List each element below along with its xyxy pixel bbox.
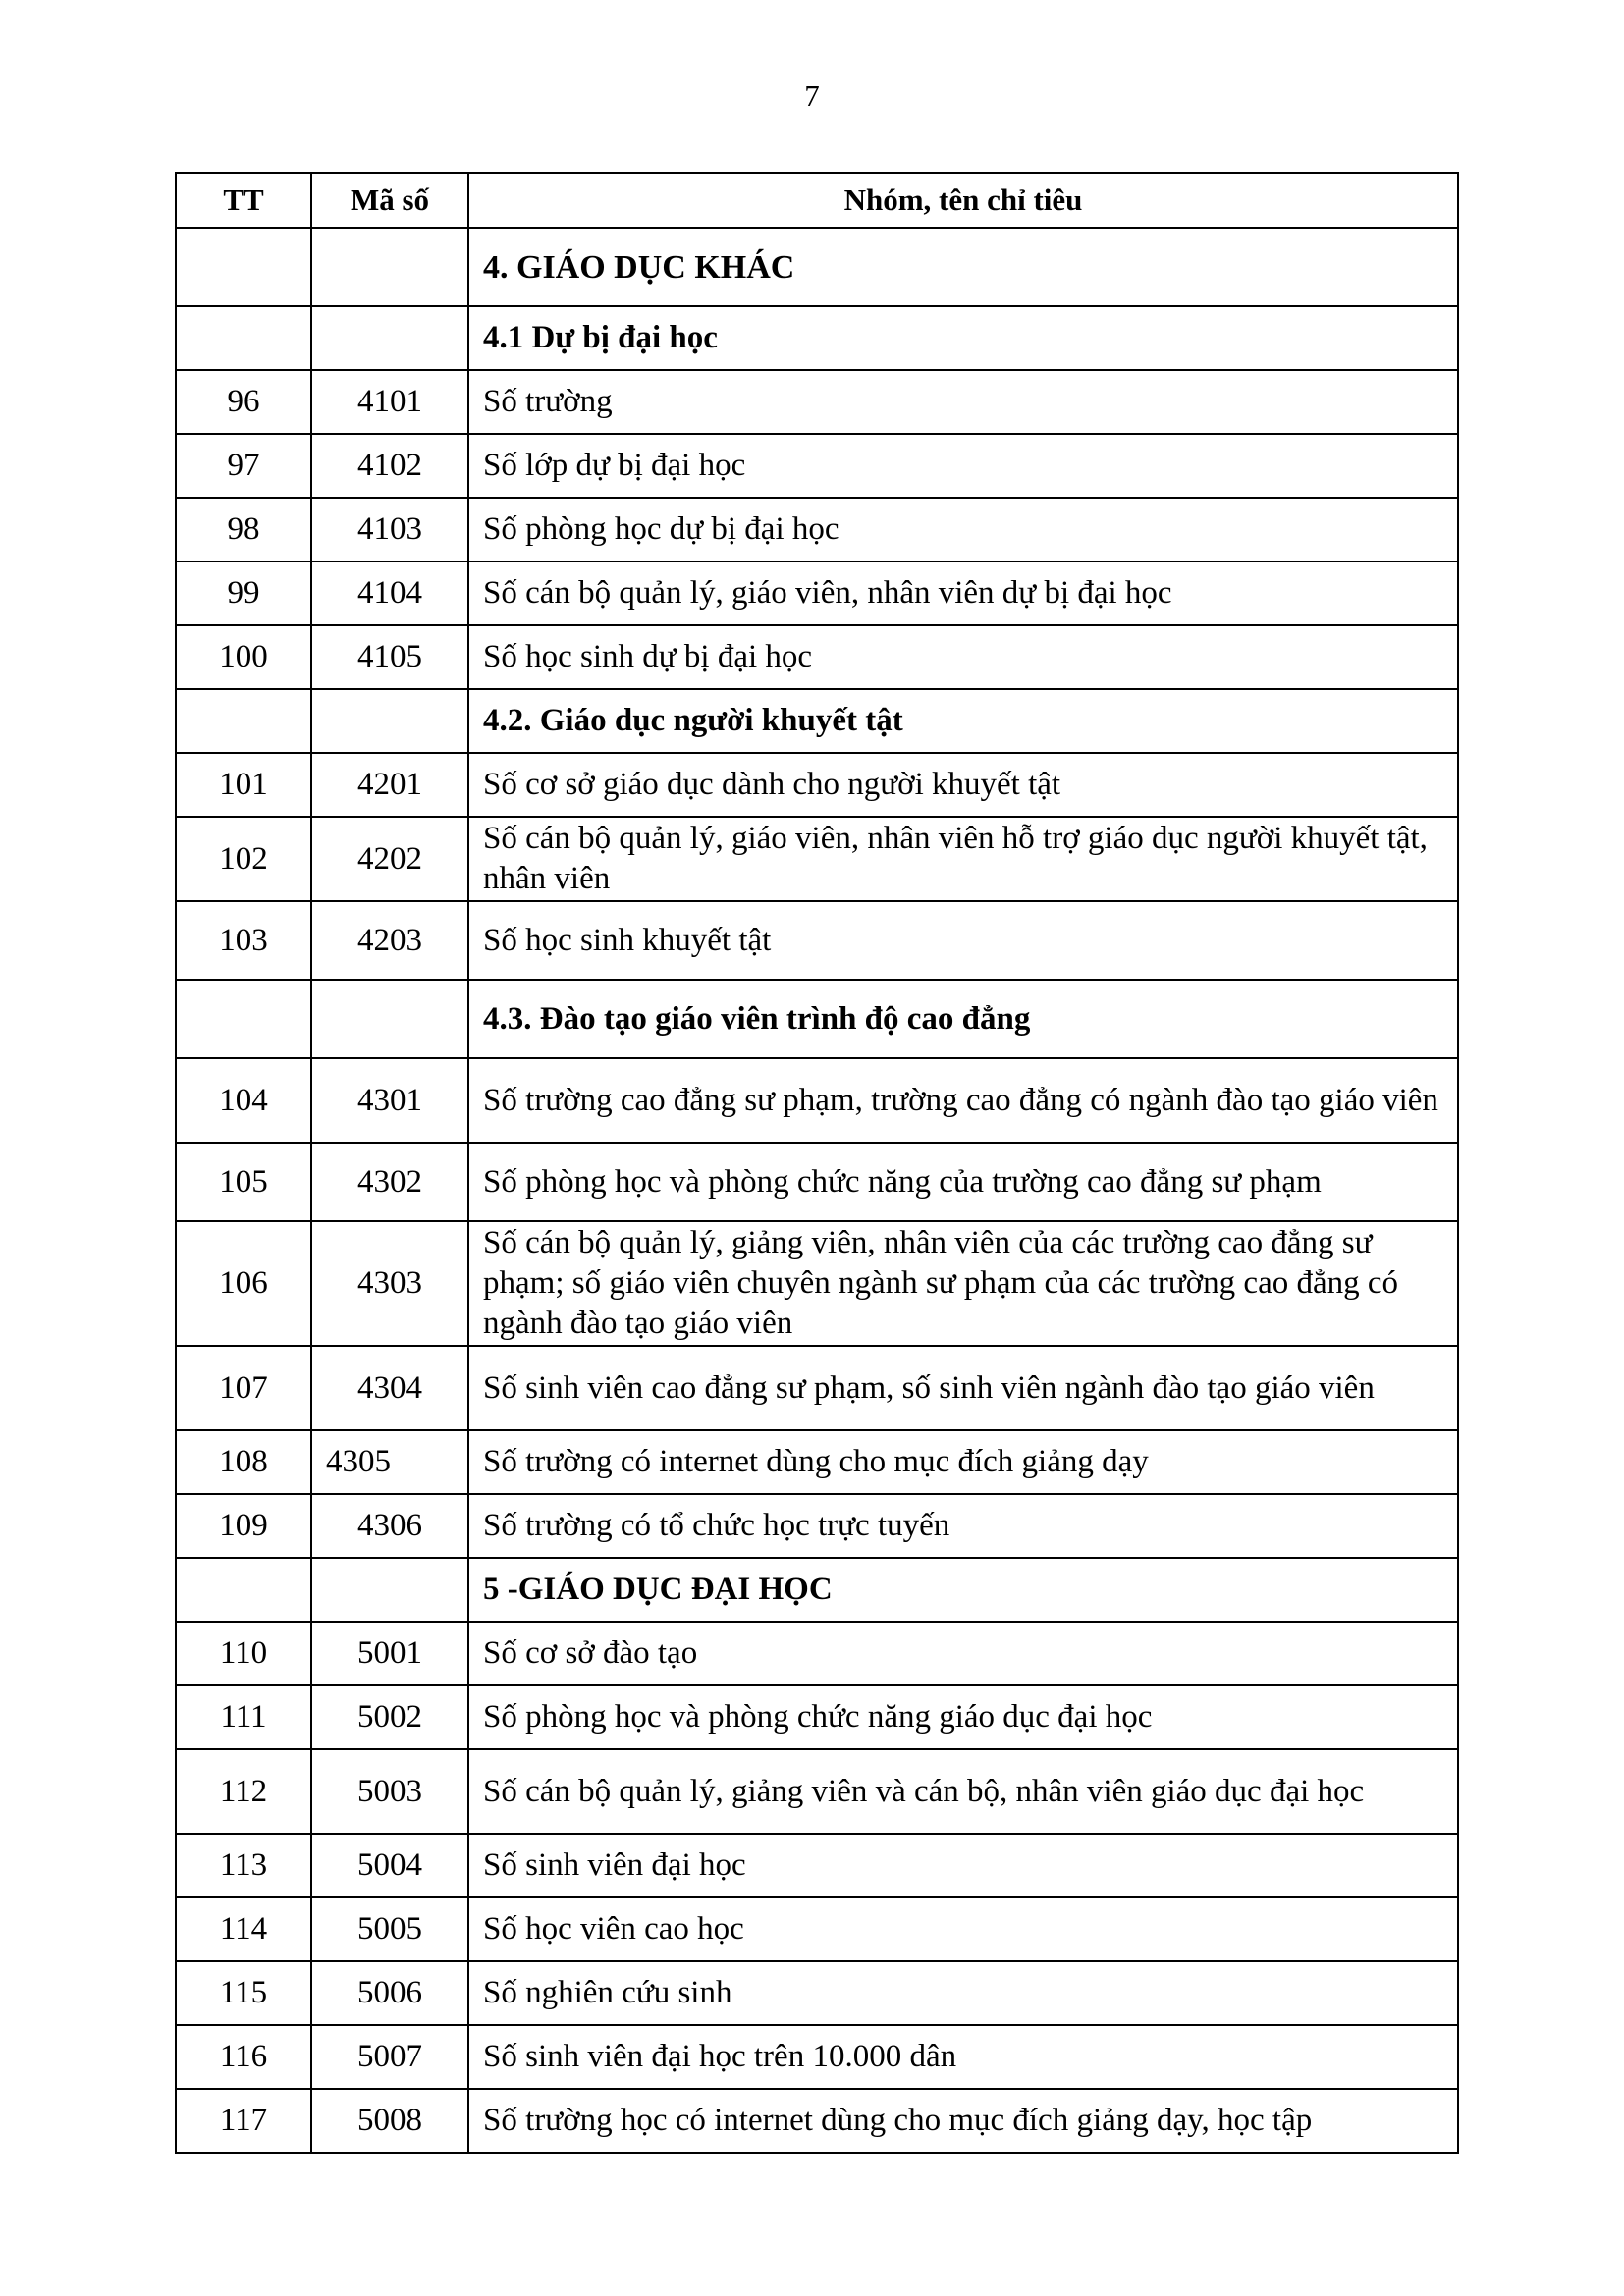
cell-code: 4101 — [311, 370, 468, 434]
table-row — [176, 901, 1458, 980]
cell-name: Số học sinh khuyết tật — [468, 901, 1458, 980]
section-row — [176, 228, 1458, 306]
cell-tt: 112 — [176, 1749, 311, 1834]
cell-tt: 109 — [176, 1494, 311, 1558]
cell-name: Số sinh viên đại học trên 10.000 dân — [468, 2025, 1458, 2089]
cell-name: 4. GIÁO DỤC KHÁC — [468, 228, 1458, 306]
cell-name: Số trường có internet dùng cho mục đích giảng dạy — [468, 1430, 1458, 1494]
indicator-table — [175, 172, 1459, 2154]
cell-code: 5004 — [311, 1834, 468, 1897]
cell-tt — [176, 689, 311, 753]
cell-tt: 114 — [176, 1897, 311, 1961]
cell-name: Số trường có tổ chức học trực tuyến — [468, 1494, 1458, 1558]
cell-code: 4301 — [311, 1058, 468, 1143]
cell-code: 5006 — [311, 1961, 468, 2025]
cell-name: Số trường — [468, 370, 1458, 434]
table-row — [176, 1494, 1458, 1558]
section-row — [176, 306, 1458, 370]
table-row — [176, 434, 1458, 498]
header-name: Nhóm, tên chỉ tiêu — [468, 173, 1458, 228]
cell-tt: 107 — [176, 1346, 311, 1430]
cell-name: Số học viên cao học — [468, 1897, 1458, 1961]
cell-tt — [176, 228, 311, 306]
cell-tt: 96 — [176, 370, 311, 434]
cell-code — [311, 1558, 468, 1622]
cell-code: 5001 — [311, 1622, 468, 1685]
cell-tt: 110 — [176, 1622, 311, 1685]
table-row — [176, 1961, 1458, 2025]
cell-code: 4201 — [311, 753, 468, 817]
cell-name: Số phòng học và phòng chức năng giáo dục đại học — [468, 1685, 1458, 1749]
table-row — [176, 370, 1458, 434]
table-row — [176, 498, 1458, 561]
cell-code: 5002 — [311, 1685, 468, 1749]
table-row — [176, 1221, 1458, 1346]
cell-code: 4304 — [311, 1346, 468, 1430]
cell-tt: 111 — [176, 1685, 311, 1749]
cell-name: Số cơ sở đào tạo — [468, 1622, 1458, 1685]
cell-name: Số sinh viên cao đẳng sư phạm, số sinh viên ngành đào tạo giáo viên — [468, 1346, 1458, 1430]
cell-code — [311, 980, 468, 1058]
cell-code: 5007 — [311, 2025, 468, 2089]
table-body — [176, 228, 1458, 2153]
table-row — [176, 1143, 1458, 1221]
table-row — [176, 561, 1458, 625]
cell-code: 5008 — [311, 2089, 468, 2153]
cell-tt: 113 — [176, 1834, 311, 1897]
cell-name: Số lớp dự bị đại học — [468, 434, 1458, 498]
cell-code: 5003 — [311, 1749, 468, 1834]
cell-name: Số nghiên cứu sinh — [468, 1961, 1458, 2025]
cell-code: 4306 — [311, 1494, 468, 1558]
cell-tt: 102 — [176, 817, 311, 901]
cell-code — [311, 228, 468, 306]
cell-code: 4102 — [311, 434, 468, 498]
cell-code: 4104 — [311, 561, 468, 625]
table-row — [176, 1622, 1458, 1685]
cell-code: 4105 — [311, 625, 468, 689]
cell-tt: 97 — [176, 434, 311, 498]
table-row — [176, 1058, 1458, 1143]
cell-code: 4202 — [311, 817, 468, 901]
cell-name: Số sinh viên đại học — [468, 1834, 1458, 1897]
table-row — [176, 817, 1458, 901]
table-row — [176, 2025, 1458, 2089]
cell-code — [311, 689, 468, 753]
cell-name: 5 -GIÁO DỤC ĐẠI HỌC — [468, 1558, 1458, 1622]
table-row — [176, 1346, 1458, 1430]
table-row — [176, 1834, 1458, 1897]
cell-name: Số trường học có internet dùng cho mục đích giảng dạy, học tập — [468, 2089, 1458, 2153]
cell-name: Số cán bộ quản lý, giáo viên, nhân viên hỗ trợ giáo dục người khuyết tật, nhân viên — [468, 817, 1458, 901]
cell-tt: 115 — [176, 1961, 311, 2025]
table-row — [176, 1430, 1458, 1494]
table-row — [176, 2089, 1458, 2153]
cell-tt: 103 — [176, 901, 311, 980]
table-row — [176, 1685, 1458, 1749]
cell-name: Số cơ sở giáo dục dành cho người khuyết tật — [468, 753, 1458, 817]
cell-tt: 98 — [176, 498, 311, 561]
cell-name: Số cán bộ quản lý, giảng viên và cán bộ, nhân viên giáo dục đại học — [468, 1749, 1458, 1834]
header-tt: TT — [176, 173, 311, 228]
table-row — [176, 753, 1458, 817]
cell-code: 4203 — [311, 901, 468, 980]
cell-code — [311, 306, 468, 370]
cell-name: Số học sinh dự bị đại học — [468, 625, 1458, 689]
cell-name: Số cán bộ quản lý, giảng viên, nhân viên của các trường cao đẳng sư phạm; số giáo viên chuyên ngành sư phạm của các trường cao đẳng có ngành đào tạo giáo viên — [468, 1221, 1458, 1346]
cell-tt: 104 — [176, 1058, 311, 1143]
cell-tt: 99 — [176, 561, 311, 625]
cell-tt: 108 — [176, 1430, 311, 1494]
cell-code: 4305 — [311, 1430, 468, 1494]
cell-name: 4.1 Dự bị đại học — [468, 306, 1458, 370]
cell-name: 4.2. Giáo dục người khuyết tật — [468, 689, 1458, 753]
table-row — [176, 625, 1458, 689]
section-row — [176, 980, 1458, 1058]
cell-code: 5005 — [311, 1897, 468, 1961]
cell-tt: 100 — [176, 625, 311, 689]
cell-code: 4302 — [311, 1143, 468, 1221]
cell-tt — [176, 980, 311, 1058]
cell-code: 4103 — [311, 498, 468, 561]
cell-tt — [176, 1558, 311, 1622]
cell-name: Số trường cao đẳng sư phạm, trường cao đẳng có ngành đào tạo giáo viên — [468, 1058, 1458, 1143]
cell-name: Số phòng học và phòng chức năng của trường cao đẳng sư phạm — [468, 1143, 1458, 1221]
cell-tt: 116 — [176, 2025, 311, 2089]
section-row — [176, 1558, 1458, 1622]
cell-tt: 117 — [176, 2089, 311, 2153]
page-number: 7 — [804, 79, 820, 113]
header-code: Mã số — [311, 173, 468, 228]
table-row — [176, 1749, 1458, 1834]
cell-name: 4.3. Đào tạo giáo viên trình độ cao đẳng — [468, 980, 1458, 1058]
table-header-row — [176, 173, 1458, 228]
section-row — [176, 689, 1458, 753]
cell-tt: 105 — [176, 1143, 311, 1221]
cell-name: Số cán bộ quản lý, giáo viên, nhân viên dự bị đại học — [468, 561, 1458, 625]
table-row — [176, 1897, 1458, 1961]
cell-name: Số phòng học dự bị đại học — [468, 498, 1458, 561]
cell-tt: 106 — [176, 1221, 311, 1346]
cell-code: 4303 — [311, 1221, 468, 1346]
cell-tt — [176, 306, 311, 370]
cell-tt: 101 — [176, 753, 311, 817]
